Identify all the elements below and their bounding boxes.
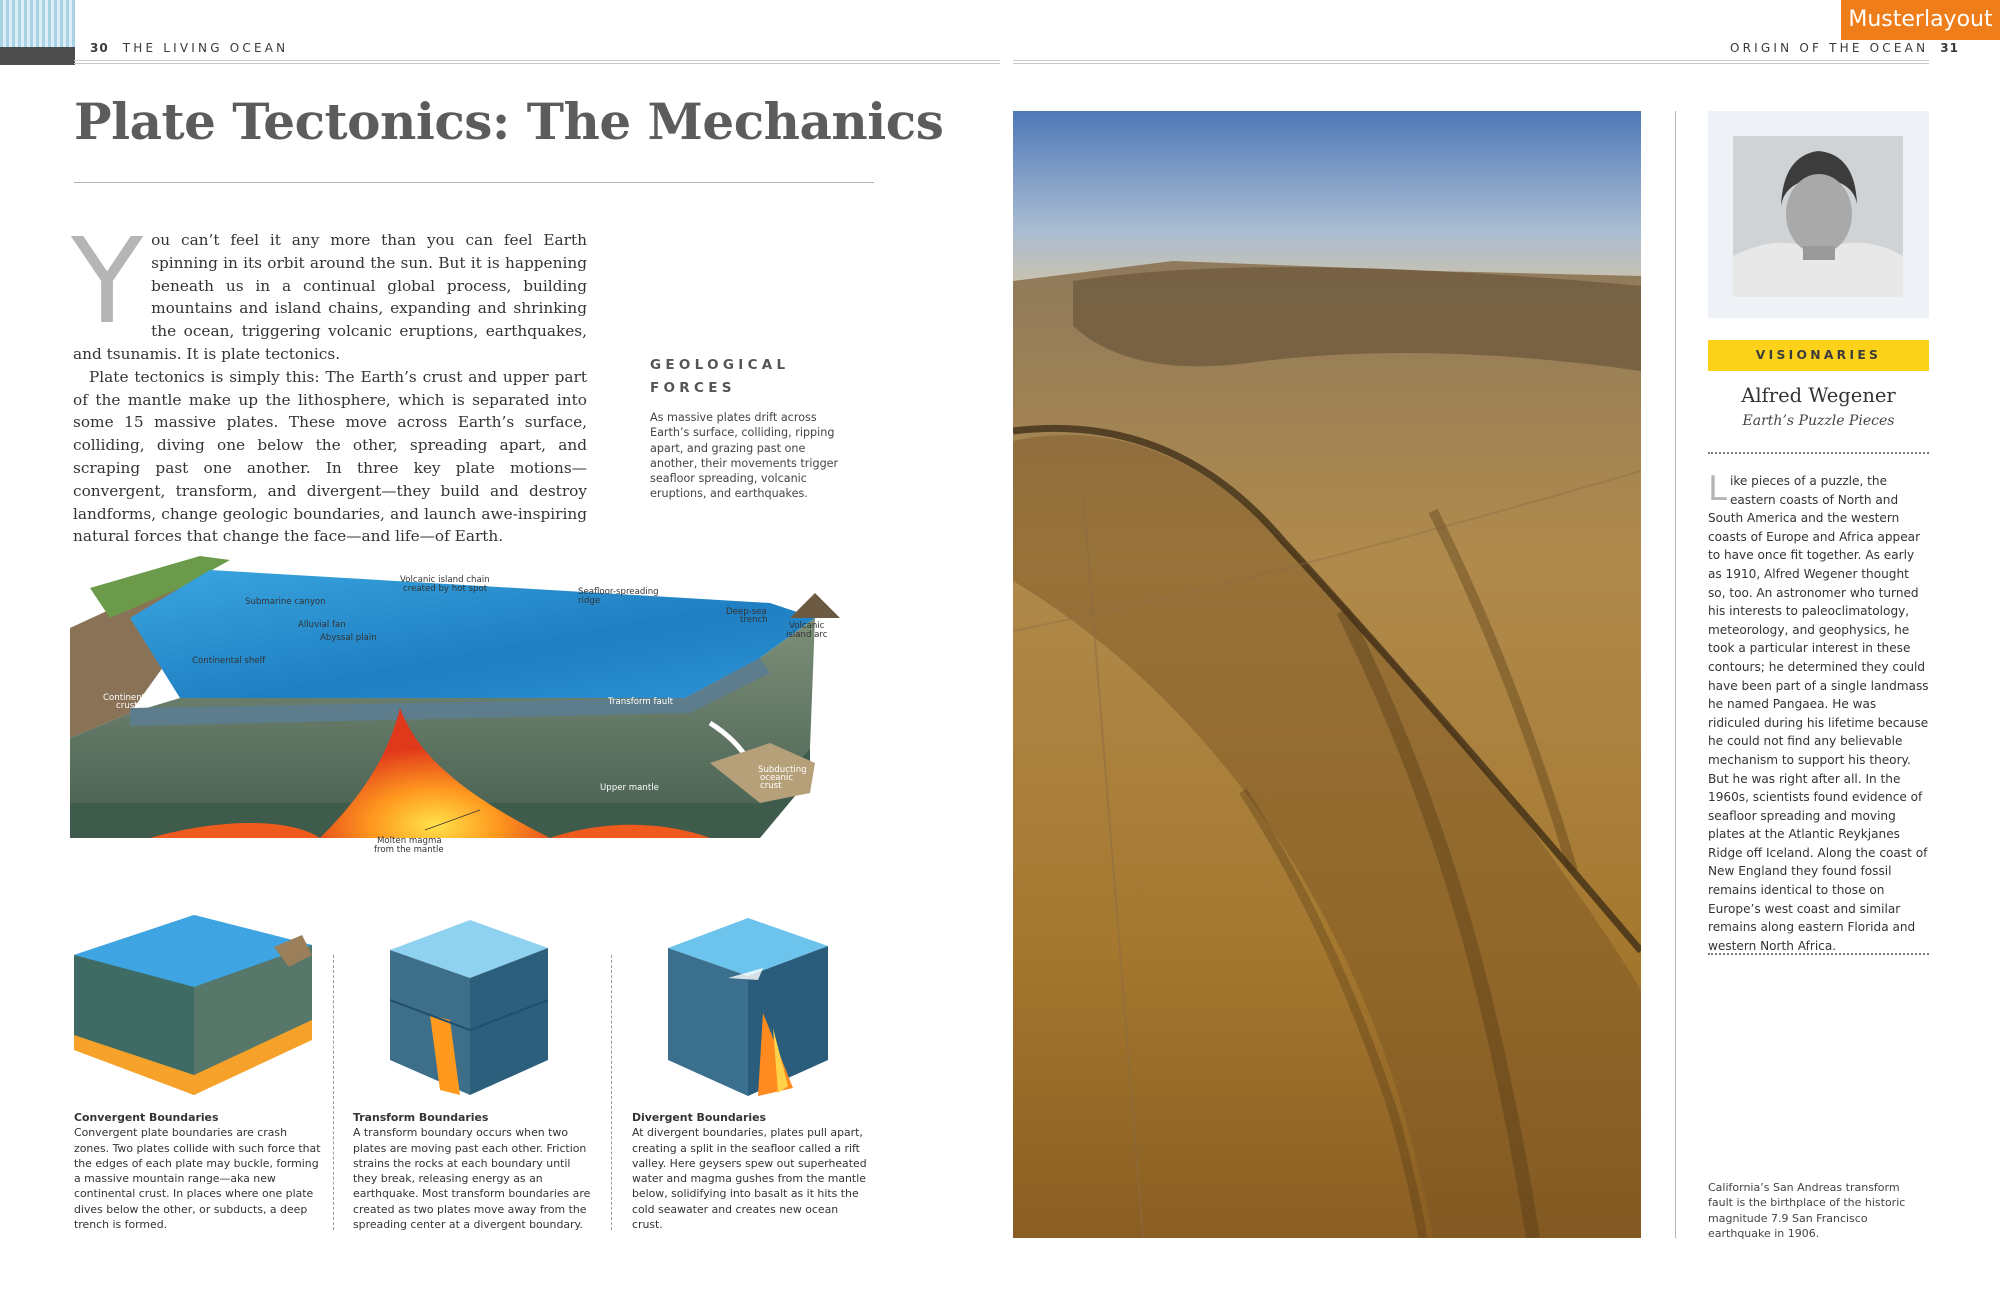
second-paragraph: Plate tectonics is simply this: The Earth’s crust and upper part of the mantle make up the lithosphere, which is separated into some 15 massive plates. These move across Earth’s surface, colliding, diving one below the other, spreading apart, and scraping past one another. In three key plate motions—convergent, transform, and divergent—they build and destroy landforms, change geologic boundaries, and launch awe-inspiring natural forces that change the face—and life—of Earth. (73, 367, 587, 546)
label-seafloor-ridge-2: ridge (578, 596, 601, 606)
label-molten-magma-1: Molten magma (377, 836, 442, 846)
divergent-caption-title: Divergent Boundaries (632, 1111, 766, 1124)
visionary-subtitle: Earth’s Puzzle Pieces (1742, 413, 1895, 429)
visionary-drop-cap: L (1708, 469, 1727, 509)
convergent-boundary-cube (74, 915, 312, 1095)
divergent-caption (632, 1110, 872, 1232)
label-seafloor-ridge-1: Seafloor-spreading (578, 587, 659, 597)
label-deep-sea-trench-1: Deep-sea (726, 607, 767, 617)
label-alluvial-fan: Alluvial fan (298, 620, 346, 630)
label-subducting-crust-1: Subducting (758, 765, 807, 775)
left-running-head (90, 41, 288, 55)
corner-tab-decoration (0, 47, 75, 65)
transform-caption (353, 1110, 593, 1232)
convergent-caption (74, 1110, 322, 1232)
right-page-number: 31 (1940, 41, 1959, 55)
intro-paragraph (71, 212, 587, 366)
label-continental-shelf: Continental shelf (192, 656, 266, 666)
transform-caption-title: Transform Boundaries (353, 1111, 489, 1124)
convergent-caption-title: Convergent Boundaries (74, 1111, 219, 1124)
caption-divider-1 (333, 955, 334, 1230)
san-andreas-fault-photo (1013, 111, 1641, 1238)
musterlayout-badge: Musterlayout (1841, 0, 2000, 40)
dotted-rule-bottom (1708, 953, 1929, 955)
sidebar-heading (650, 354, 830, 400)
page-title: Plate Tectonics: The Mechanics (74, 92, 944, 151)
sidebar-heading-line2: FORCES (650, 380, 736, 396)
caption-divider-2 (611, 955, 612, 1230)
convergent-caption-text: Convergent plate boundaries are crash zones. Two plates collide with such force that the edges of each plate may buckle, forming a massive mountain range—aka new continental crust. In places where one plate dives below the other, or subducts, a deep trench is formed. (74, 1126, 321, 1232)
label-transform-fault: Transform fault (608, 697, 673, 707)
photo-caption: California’s San Andreas transform fault is the birthplace of the historic magnitude 7.9 San Francisco earthquake in 1906. (1708, 1181, 1906, 1240)
label-volcanic-arc-2: island arc (786, 630, 828, 640)
left-running-title: THE LIVING OCEAN (122, 41, 289, 55)
label-upper-mantle: Upper mantle (600, 783, 659, 793)
divergent-caption-text: At divergent boundaries, plates pull apart, creating a split in the seafloor called a rift valley. Here geysers spew out superheated water and magma gushes from the mantle below, solidifying into basalt as it hits the cold seawater and creates new ocean crust. (632, 1126, 867, 1232)
aerial-landscape-image (1013, 111, 1641, 1238)
volcano (790, 593, 840, 618)
label-volcanic-chain-2: created by hot spot (403, 584, 488, 594)
right-running-head (1730, 41, 1959, 55)
label-deep-sea-trench-2: trench (740, 615, 768, 625)
label-subducting-crust-3: crust (760, 781, 782, 791)
sidebar-heading-line1: GEOLOGICAL (650, 357, 790, 373)
label-continental-crust-2: crust (116, 701, 138, 711)
article-body (71, 212, 587, 548)
divergent-boundary-cube (668, 918, 828, 1096)
label-abyssal-plain: Abyssal plain (320, 633, 377, 643)
dotted-rule-top (1708, 452, 1929, 454)
drop-cap: Y (71, 212, 144, 350)
transform-boundary-cube (390, 920, 548, 1095)
visionary-name: Alfred Wegener (1741, 384, 1896, 407)
right-running-title: ORIGIN OF THE OCEAN (1730, 41, 1929, 55)
label-volcanic-arc-1: Volcanic (789, 621, 825, 631)
left-page-number: 30 (90, 41, 109, 55)
corner-stripe-decoration (0, 0, 75, 50)
visionaries-tag: VISIONARIES (1708, 340, 1929, 371)
title-rule (74, 182, 874, 183)
visionary-text: ike pieces of a puzzle, the eastern coasts of North and South America and the western coasts of Europe and Africa appear to have once fit together. As early as 1910, Alfred Wegener thought so, too. An astronomer who turned his interests to paleoclimatology, meteorology, and geophysics, he took a particular interest in these contours; he determined they could have been part of a single landmass he named Pangaea. He was ridiculed during his lifetime because he could not find any believable mechanism to support his theory. But he was right after all. In the 1960s, scientists found evidence of seafloor spreading and moving plates at the Atlantic Reykjanes Ridge off Iceland. Along the coast of New England they found fossil remains identical to those on Europe’s west coast and similar remains along eastern Florida and western North Africa. (1708, 474, 1929, 953)
page-column-rule (1675, 111, 1676, 1238)
sidebar-text: As massive plates drift across Earth’s surface, colliding, ripping apart, and grazing past one another, their movements trigger seafloor spreading, volcanic eruptions, and earthquakes. (650, 411, 839, 501)
label-continental-crust-1: Continental (103, 693, 153, 703)
right-header-rule (1013, 60, 1929, 64)
label-volcanic-chain-1: Volcanic island chain (400, 575, 490, 585)
plate-tectonics-diagram (70, 548, 885, 893)
alfred-wegener-portrait (1733, 136, 1903, 297)
transform-caption-text: A transform boundary occurs when two plates are moving past each other. Friction strains the rocks at each boundary until they break, releasing energy as an earthquake. Most transform boundaries are created as two plates move away from the spreading center at a divergent boundary. (353, 1126, 591, 1232)
visionary-body (1708, 469, 1930, 955)
label-subducting-crust-2: oceanic (760, 773, 794, 783)
left-header-rule (74, 60, 1000, 64)
portrait-photo (1733, 136, 1903, 297)
intro-text: ou can’t feel it any more than you can feel Earth spinning in its orbit around the sun. But it is happening beneath us in a continual global process, building mountains and island chains, expanding and shrinking the ocean, triggering volcanic eruptions, earthquakes, and tsunamis. It is plate tectonics. (73, 231, 587, 363)
label-submarine-canyon: Submarine canyon (245, 597, 326, 607)
label-molten-magma-2: from the mantle (374, 845, 444, 855)
